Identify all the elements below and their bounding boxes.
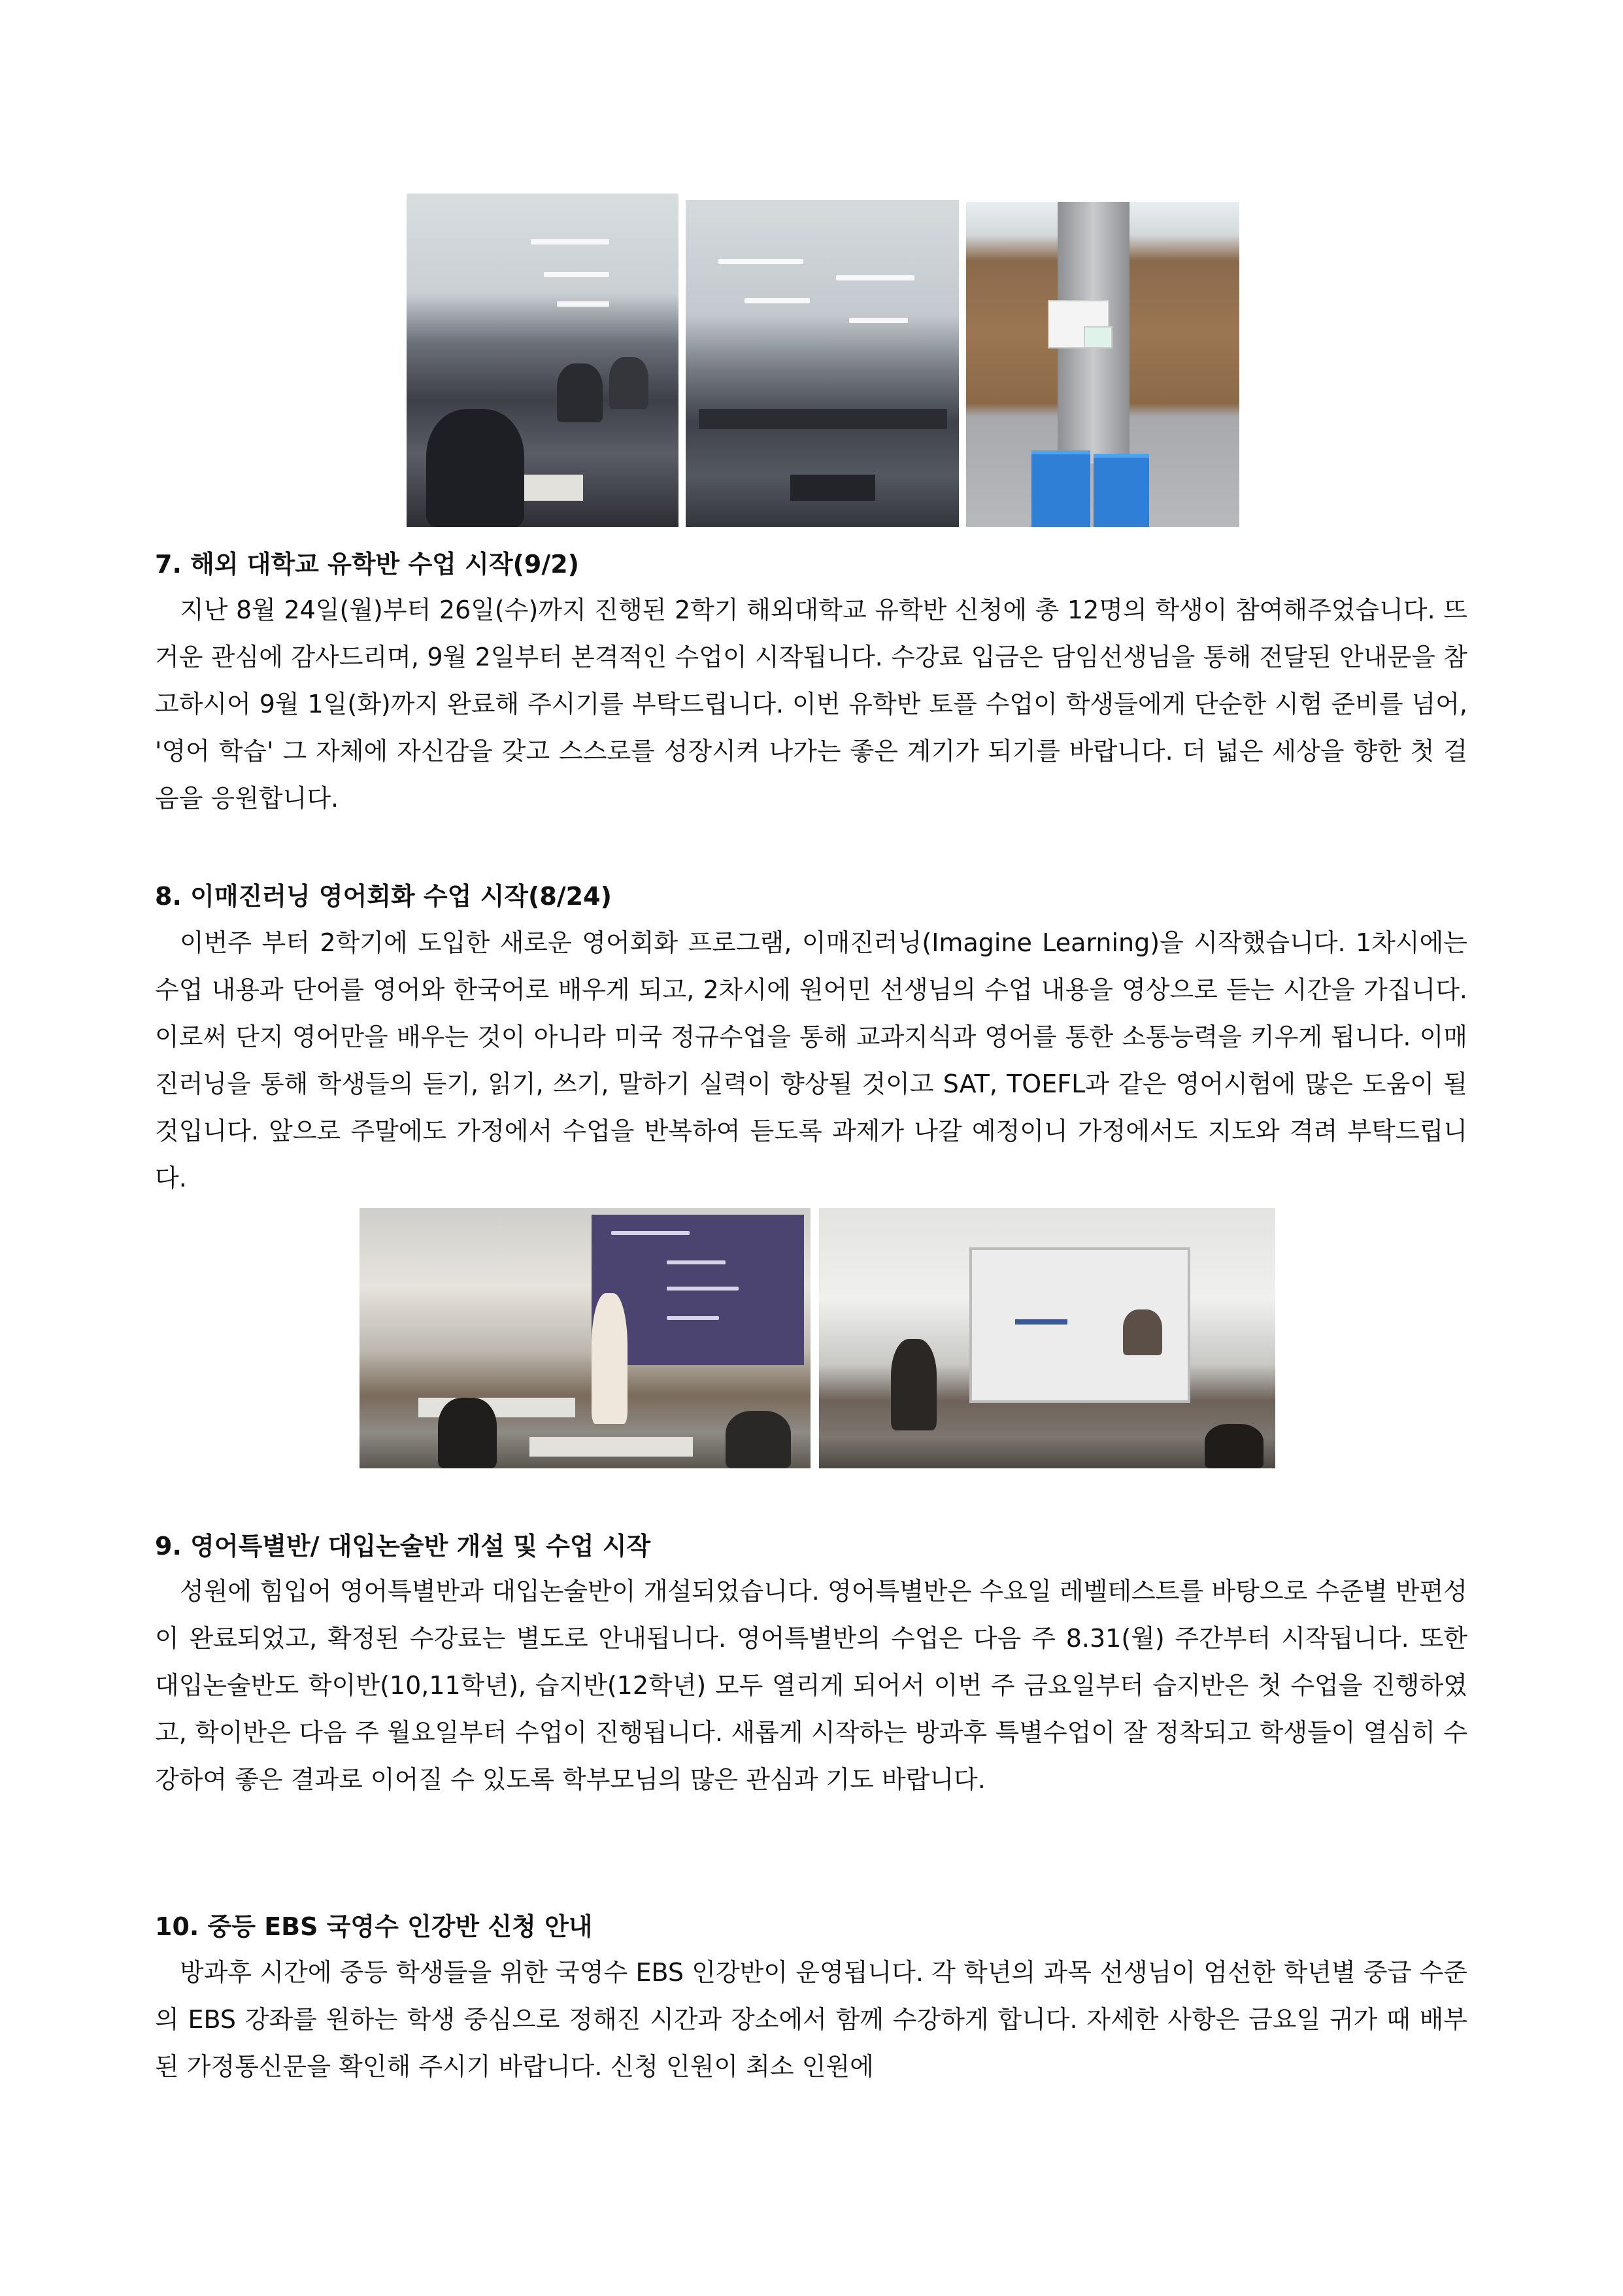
section-10-body xyxy=(155,1949,1467,2090)
section-8-body-text: 이번주 부터 2학기에 도입한 새로운 영어회화 프로그램, 이매진러닝(Imagine Learning)을 시작했습니다. 1차시에는 수업 내용과 단어를 영어와 한국어로 배우게 되고, 2차시에 원어민 선생님의 수업 내용을 영상으로 듣는 시간을 가집니다. 이로써 단지 영어만을 배우는 것이 아니라 미국 정규수업을 통해 교과지식과 영어를 통한 소통능력을 키우게 됩니다. 이매진러닝을 통해 학생들의 듣기, 읽기, 쓰기, 말하기 실력이 향상될 것이고 SAT, TOEFL과 같은 영어시험에 많은 도움이 될것입니다. 앞으로 주말에도 가정에서 수업을 반복하여 듣도록 과제가 나갈 예정이니 가정에서도 지도와 격려 부탁드립니다. xyxy=(155,928,1467,1192)
section-9-body xyxy=(155,1568,1467,1803)
section-10-heading: 10. 중등 EBS 국영수 인강반 신청 안내 xyxy=(155,1912,593,1941)
section-9-heading: 9. 영어특별반/ 대입논술반 개설 및 수업 시작 xyxy=(155,1532,651,1561)
video-lesson-classroom-photo xyxy=(819,1208,1275,1468)
section-7-body xyxy=(155,586,1467,822)
section-10-body-text: 방과후 시간에 중등 학생들을 위한 국영수 EBS 인강반이 운영됩니다. 각 학년의 과목 선생님이 엄선한 학년별 중급 수준의 EBS 강좌를 원하는 학생 중심으로 정해진 시간과 장소에서 함께 수강하게 합니다. 자세한 사항은 금요일 귀가 때 배부된 가정통신문을 확인해 주시기 바랍니다. 신청 인원이 최소 인원에 xyxy=(155,1958,1467,2081)
teacher-presenting-class-photo xyxy=(360,1208,811,1468)
section-7-body-text: 지난 8월 24일(월)부터 26일(수)까지 진행된 2학기 해외대학교 유학반 신청에 총 12명의 학생이 참여해주었습니다. 뜨거운 관심에 감사드리며, 9월 2일부터 본격적인 수업이 시작됩니다. 수강료 입금은 담임선생님을 통해 전달된 안내문을 참고하시어 9월 1일(화)까지 완료해 주시기를 부탁드립니다. 이번 유학반 토플 수업이 학생들에게 단순한 시험 준비를 넘어, '영어 학습' 그 자체에 자신감을 갖고 스스로를 성장시켜 나가는 좋은 계기가 되기를 바랍니다. 더 넓은 세상을 향한 첫 걸음을 응원합니다. xyxy=(155,596,1467,813)
cafeteria-students-photo xyxy=(407,194,678,527)
section-8-body xyxy=(155,919,1467,1202)
section-7-heading: 7. 해외 대학교 유학반 수업 시작(9/2) xyxy=(155,550,580,579)
pillar-recycling-bins-photo xyxy=(966,202,1239,527)
section-9-body-text: 성원에 힘입어 영어특별반과 대입논술반이 개설되었습니다. 영어특별반은 수요일 레벨테스트를 바탕으로 수준별 반편성이 완료되었고, 확정된 수강료는 별도로 안내됩니다. 영어특별반의 수업은 다음 주 8.31(월) 주간부터 시작됩니다. 또한 대입논술반도 학이반(10,11학년), 습지반(12학년) 모두 열리게 되어서 이번 주 금요일부터 습지반은 첫 수업을 진행하였고, 학이반은 다음 주 월요일부터 수업이 진행됩니다. 새롭게 시작하는 방과후 특별수업이 잘 정착되고 학생들이 열심히 수강하여 좋은 결과로 이어질 수 있도록 학부모님의 많은 관심과 기도 바랍니다. xyxy=(155,1577,1468,1794)
cafeteria-tables-photo xyxy=(686,200,959,527)
section-8-heading: 8. 이매진러닝 영어회화 수업 시작(8/24) xyxy=(155,882,612,911)
